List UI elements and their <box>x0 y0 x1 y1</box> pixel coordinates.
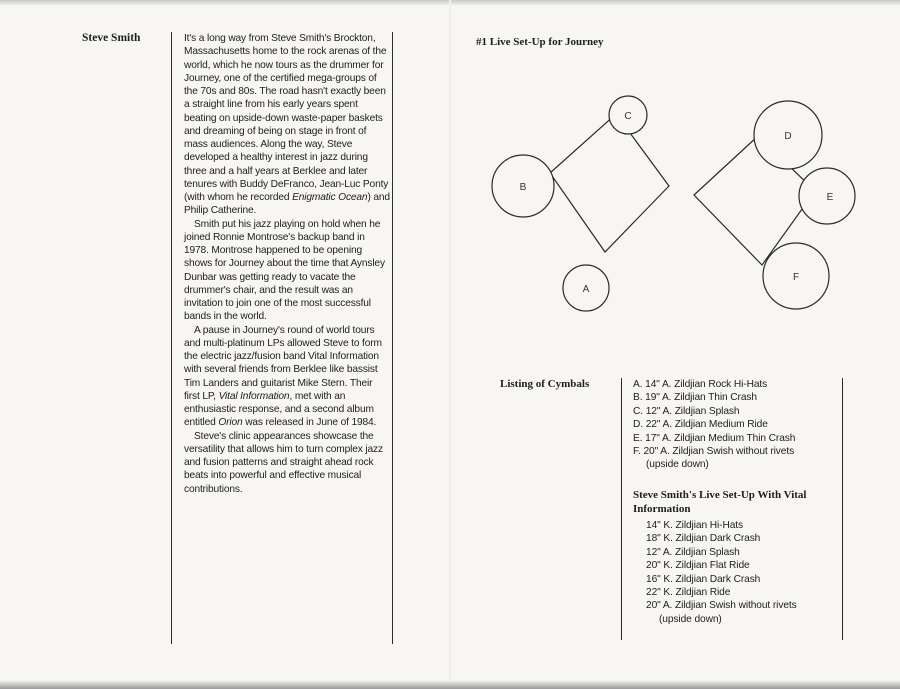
cymbal-f-label: F <box>792 272 800 283</box>
right-column-rule <box>392 32 393 644</box>
left-column-rule <box>171 32 172 644</box>
cymbal-list-left-rule <box>621 378 622 640</box>
list-item: 20" A. Zildjian Swish without rivets <box>646 600 797 612</box>
biography <box>184 32 390 496</box>
list-item: A. 14" A. Zildjian Rock Hi-Hats <box>633 379 768 390</box>
bio-paragraph-1: It's a long way from Steve Smith's Brockton, Massachusetts home to the rock arenas of the world, which he now tours as the drummer for Journey, one of the certified mega-groups of the 70s and 80s. The road hasn't exactly been a straight line from his early years spent beating on upside-down waste-paper baskets and dreaming of being on stage in front of mass audiences. Along the way, Steve developed a healthy interest in jazz during three and a half years at Berklee and later tenures with Buddy DeFranco, Jean-Luc Ponty (with whom he recorded Enigmatic Ocean) and Philip Catherine. <box>184 33 390 217</box>
cymbal-c-label: C <box>624 111 632 122</box>
list-item: (upside down) <box>659 613 722 625</box>
cymbal-a-label: A <box>582 284 590 295</box>
album-title: Enigmatic Ocean <box>292 192 368 203</box>
page-bottom-edge <box>0 680 900 689</box>
list-item: (upside down) <box>646 459 709 471</box>
cymbals-heading: Listing of Cymbals <box>500 378 590 390</box>
cymbal-b-label: B <box>519 182 527 193</box>
list-item: F. 20" A. Zildjian Swish without rivets <box>633 446 795 458</box>
vital-cymbal-list <box>646 519 797 626</box>
cymbal-setup-diagram <box>440 90 860 320</box>
list-item: E. 17" A. Zildjian Medium Thin Crash <box>633 432 796 444</box>
cymbal-d-label: D <box>784 131 792 142</box>
setup-title: #1 Live Set-Up for Journey <box>476 36 604 48</box>
bio-paragraph-4: Steve's clinic appearances showcase the versatility that allows him to turn complex jazz and fusion patterns and straight ahead rock beats into powerful and effective musical contributions. <box>184 430 383 495</box>
list-item: 22" K. Zildjian Ride <box>646 587 731 599</box>
list-item: 14" K. Zildjian Hi-Hats <box>646 520 743 531</box>
cymbal-list-right-rule <box>842 378 843 640</box>
list-item: C. 12" A. Zildjian Splash <box>633 405 740 417</box>
list-item: 12" A. Zildjian Splash <box>646 546 740 558</box>
list-item: 16" K. Zildjian Dark Crash <box>646 573 761 585</box>
name-heading: Steve Smith <box>82 32 141 44</box>
bio-paragraph-2: Smith put his jazz playing on hold when he joined Ronnie Montrose's backup band in 1978. Montrose happened to be opening shows for Journey about the time that Aynsley Dunbar was getting ready to vacate the drummer's chair, and the result was an invitation to join one of the most successful bands in the world. <box>184 218 385 323</box>
bio-paragraph-3: A pause in Journey's round of world tours and multi-platinum LPs allowed Steve to form the electric jazz/fusion band Vital Information with several friends from Berklee like bassist Tim Landers and guitarist Mike Stern. Their first LP, Vital Information, met with an enthusiastic response, and a second album entitled Orion was released in June of 1984. <box>184 324 382 429</box>
journey-cymbal-list <box>633 378 795 472</box>
list-item: 18" K. Zildjian Dark Crash <box>646 533 761 545</box>
cymbal-e-label: E <box>826 192 834 203</box>
album-title: Orion <box>218 417 243 429</box>
vital-setup-heading: Steve Smith's Live Set-Up With Vital Information <box>633 489 807 515</box>
drum-diamond-left <box>550 114 669 252</box>
list-item: B. 19" A. Zildjian Thin Crash <box>633 392 757 404</box>
list-item: D. 22" A. Zildjian Medium Ride <box>633 419 768 431</box>
list-item: 20" K. Zildjian Flat Ride <box>646 560 750 572</box>
album-title: Vital Information <box>218 390 290 402</box>
